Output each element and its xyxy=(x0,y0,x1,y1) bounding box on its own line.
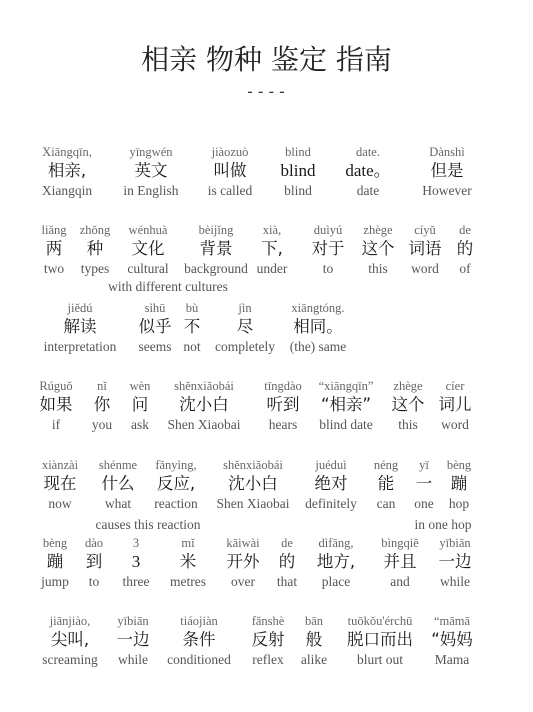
pinyin-text: “māmā xyxy=(433,614,471,628)
gloss-text: cultural xyxy=(127,261,169,276)
gloss-text: this xyxy=(368,261,388,276)
pinyin-text: liǎng xyxy=(41,223,67,237)
gloss-text: Shen Xiaobai xyxy=(167,417,241,432)
word-unit xyxy=(41,536,69,590)
gloss-text: reaction xyxy=(154,496,198,511)
gloss-text: under xyxy=(256,261,288,276)
word-unit xyxy=(85,536,103,590)
hanzi-text: 般 xyxy=(305,630,323,649)
pinyin-text: wèn xyxy=(129,379,151,393)
gloss-text: three xyxy=(122,574,150,589)
pinyin-text: jiānjiào, xyxy=(49,614,91,628)
pinyin-text: juéduì xyxy=(315,458,347,472)
word-unit xyxy=(216,458,289,512)
pinyin-text: bèng xyxy=(446,458,472,472)
word-unit xyxy=(123,536,150,590)
gloss-text: over xyxy=(230,574,255,589)
gloss-text: you xyxy=(91,417,113,432)
hanzi-text: 一 xyxy=(415,474,433,493)
hanzi-text: date。 xyxy=(345,161,391,180)
gloss-text: in English xyxy=(123,183,179,198)
pinyin-text: sìhū xyxy=(144,301,166,315)
word-unit xyxy=(42,145,92,199)
hanzi-text: 地方, xyxy=(316,552,356,571)
word-unit xyxy=(281,145,316,199)
pinyin-text: cíer xyxy=(445,379,465,393)
gloss-text: However xyxy=(422,183,472,198)
gloss-text: not xyxy=(183,339,201,354)
pinyin-text: wénhuà xyxy=(128,223,168,237)
hanzi-text: 到 xyxy=(85,552,103,571)
hanzi-text: 沈小白 xyxy=(228,474,278,493)
word-unit xyxy=(117,614,150,668)
pinyin-text: duìyú xyxy=(313,223,343,237)
word-unit xyxy=(226,536,259,590)
word-unit xyxy=(392,379,425,433)
hanzi-text: 沈小白 xyxy=(179,395,229,414)
gloss-continuation: in one hop xyxy=(414,517,472,532)
gloss-continuation: with different cultures xyxy=(108,279,228,294)
pinyin-text: xià, xyxy=(262,223,282,237)
hanzi-text: 词语 xyxy=(408,239,442,258)
word-unit xyxy=(277,536,297,590)
pinyin-text: bèng xyxy=(42,536,68,550)
hanzi-text: 现在 xyxy=(43,474,77,493)
pinyin-text: shěnxiǎobái xyxy=(174,379,234,393)
word-unit xyxy=(215,301,275,355)
hanzi-text: 问 xyxy=(131,395,149,414)
gloss-text: blind xyxy=(284,183,312,198)
word-unit xyxy=(183,301,200,355)
pinyin-text: nǐ xyxy=(97,379,107,393)
pinyin-text: yībiān xyxy=(117,614,149,628)
pinyin-text: xiāngtóng. xyxy=(291,301,345,315)
hanzi-text: 一边 xyxy=(116,630,150,649)
hanzi-text: 这个 xyxy=(361,239,395,258)
word-unit xyxy=(167,614,231,668)
word-unit xyxy=(39,379,72,433)
hanzi-text: 但是 xyxy=(430,161,464,180)
hanzi-text: 蹦 xyxy=(46,552,64,571)
gloss-text: while xyxy=(440,574,470,589)
word-unit xyxy=(130,379,151,433)
gloss-text: jump xyxy=(41,574,69,589)
pinyin-text: de xyxy=(459,223,471,237)
hanzi-text: 这个 xyxy=(391,395,425,414)
hanzi-text: 开外 xyxy=(226,552,260,571)
word-unit xyxy=(439,379,472,433)
gloss-text: completely xyxy=(215,339,275,354)
hanzi-text: 3 xyxy=(131,552,141,571)
pinyin-text: blind xyxy=(285,145,311,159)
gloss-text: background xyxy=(184,261,248,276)
pinyin-text: dào xyxy=(84,536,104,550)
word-unit xyxy=(312,223,345,277)
word-unit xyxy=(431,614,473,668)
pinyin-text: yī xyxy=(419,458,429,472)
pinyin-text: kāiwài xyxy=(226,536,260,550)
word-unit xyxy=(92,379,112,433)
pinyin-text: xiànzài xyxy=(41,458,79,472)
gloss-text: if xyxy=(51,417,61,432)
pinyin-text: de xyxy=(281,536,293,550)
gloss-text: this xyxy=(398,417,418,432)
text-line xyxy=(0,536,533,616)
gloss-text: date xyxy=(356,183,380,198)
gloss-text: hears xyxy=(268,417,298,432)
gloss-text: blurt out xyxy=(356,652,404,667)
hanzi-text: 两 xyxy=(45,239,63,258)
pinyin-text: néng xyxy=(373,458,399,472)
pinyin-text: jiědú xyxy=(67,301,93,315)
pinyin-text: zhège xyxy=(393,379,423,393)
hanzi-text: 下, xyxy=(261,239,283,258)
word-unit xyxy=(170,536,206,590)
gloss-text: hop xyxy=(448,496,470,511)
pinyin-text: zhège xyxy=(363,223,393,237)
hanzi-text: 并且 xyxy=(383,552,417,571)
hanzi-text: “妈妈 xyxy=(431,630,473,649)
hanzi-text: 尽 xyxy=(236,317,254,336)
gloss-text: metres xyxy=(170,574,206,589)
text-line xyxy=(0,145,533,225)
hanzi-text: 英文 xyxy=(134,161,168,180)
hanzi-text: 的 xyxy=(456,239,474,258)
pinyin-text: bù xyxy=(185,301,199,315)
gloss-text: to xyxy=(88,574,100,589)
gloss-text: that xyxy=(276,574,298,589)
gloss-text: what xyxy=(104,496,132,511)
hanzi-text: 如果 xyxy=(39,395,73,414)
word-unit xyxy=(154,458,197,512)
text-line xyxy=(0,379,533,459)
gloss-text: seems xyxy=(138,339,172,354)
pinyin-text: date. xyxy=(356,145,380,159)
hanzi-text: “相亲” xyxy=(320,395,372,414)
hanzi-text: 背景 xyxy=(199,239,233,258)
text-line xyxy=(0,458,533,538)
gloss-text: Xiangqin xyxy=(41,183,93,198)
text-line xyxy=(0,614,533,694)
hanzi-text: 相同。 xyxy=(293,317,343,336)
gloss-text: now xyxy=(48,496,72,511)
title-divider: ---- xyxy=(245,82,288,101)
gloss-continuation: causes this reaction xyxy=(95,517,201,532)
word-unit xyxy=(345,145,390,199)
word-unit xyxy=(167,379,240,433)
pinyin-text: Dànshì xyxy=(429,145,465,159)
pinyin-text: tuōkǒu'érchū xyxy=(347,614,413,628)
hanzi-text: 脱口而出 xyxy=(347,630,413,649)
text-line xyxy=(0,223,533,303)
word-unit xyxy=(414,458,434,512)
gloss-text: word xyxy=(411,261,439,276)
hanzi-text: 解读 xyxy=(63,317,97,336)
word-unit xyxy=(44,301,117,355)
gloss-text: two xyxy=(43,261,65,276)
pinyin-text: “xiāngqīn” xyxy=(318,379,374,393)
gloss-text: types xyxy=(80,261,110,276)
pinyin-text: fǎnshè xyxy=(251,614,285,628)
gloss-text: while xyxy=(118,652,148,667)
word-unit xyxy=(457,223,474,277)
hanzi-text: 条件 xyxy=(182,630,216,649)
hanzi-text: 什么 xyxy=(101,474,135,493)
hanzi-text: 反射 xyxy=(251,630,285,649)
gloss-text: one xyxy=(414,496,434,511)
hanzi-text: 能 xyxy=(377,474,395,493)
word-unit xyxy=(317,536,355,590)
hanzi-text: blind xyxy=(280,161,316,180)
gloss-text: and xyxy=(390,574,410,589)
word-unit xyxy=(42,223,67,277)
word-unit xyxy=(42,614,97,668)
word-unit xyxy=(264,379,302,433)
word-unit xyxy=(257,223,288,277)
gloss-text: Mama xyxy=(434,652,470,667)
hanzi-text: 的 xyxy=(278,552,296,571)
word-unit xyxy=(319,379,374,433)
word-unit xyxy=(422,145,471,199)
hanzi-text: 绝对 xyxy=(314,474,348,493)
gloss-text: definitely xyxy=(305,496,357,511)
gloss-text: interpretation xyxy=(43,339,117,354)
hanzi-text: 不 xyxy=(183,317,201,336)
gloss-text: blind date xyxy=(319,417,373,432)
gloss-text: can xyxy=(376,496,396,511)
word-unit xyxy=(208,145,253,199)
text-line xyxy=(0,301,533,381)
gloss-text: conditioned xyxy=(167,652,231,667)
word-unit xyxy=(347,614,413,668)
pinyin-text: Xiāngqīn, xyxy=(42,145,92,159)
pinyin-text: Rúguǒ xyxy=(39,379,73,393)
pinyin-text: cíyǔ xyxy=(414,223,436,237)
gloss-text: place xyxy=(321,574,351,589)
word-unit xyxy=(139,301,172,355)
hanzi-text: 叫做 xyxy=(213,161,247,180)
hanzi-text: 对于 xyxy=(311,239,345,258)
page-title: 相亲 物种 鉴定 指南 xyxy=(141,43,392,76)
gloss-text: screaming xyxy=(42,652,98,667)
hanzi-text: 蹦 xyxy=(450,474,468,493)
pinyin-text: bìngqiě xyxy=(381,536,419,550)
hanzi-text: 尖叫, xyxy=(50,630,90,649)
hanzi-text: 米 xyxy=(179,552,197,571)
gloss-text: of xyxy=(459,261,471,276)
word-unit xyxy=(127,223,168,277)
hanzi-text: 词儿 xyxy=(438,395,472,414)
pinyin-text: mǐ xyxy=(181,536,195,550)
pinyin-text: tīngdào xyxy=(264,379,302,393)
pinyin-text: fǎnyìng, xyxy=(155,458,197,472)
hanzi-text: 反应, xyxy=(156,474,196,493)
gloss-text: Shen Xiaobai xyxy=(216,496,290,511)
gloss-text: alike xyxy=(300,652,328,667)
pinyin-text: jiàozuò xyxy=(211,145,249,159)
pinyin-text: shěnxiǎobái xyxy=(223,458,283,472)
word-unit xyxy=(123,145,178,199)
pinyin-text: yīngwén xyxy=(129,145,173,159)
pinyin-text: shénme xyxy=(98,458,138,472)
word-unit xyxy=(42,458,78,512)
pinyin-text: yībiān xyxy=(439,536,471,550)
gloss-text: word xyxy=(441,417,469,432)
pinyin-text: jìn xyxy=(238,301,252,315)
pinyin-text: tiáojiàn xyxy=(180,614,218,628)
hanzi-text: 相亲, xyxy=(47,161,87,180)
word-unit xyxy=(439,536,472,590)
pinyin-text: dìfāng, xyxy=(318,536,354,550)
hanzi-text: 种 xyxy=(86,239,104,258)
pinyin-text: bān xyxy=(304,614,324,628)
hanzi-text: 文化 xyxy=(131,239,165,258)
pinyin-text: bèijǐng xyxy=(198,223,234,237)
word-unit xyxy=(381,536,419,590)
hanzi-text: 似乎 xyxy=(138,317,172,336)
pinyin-text: zhǒng xyxy=(79,223,111,237)
word-unit xyxy=(290,301,347,355)
gloss-text: is called xyxy=(207,183,253,198)
word-unit xyxy=(184,223,248,277)
word-unit xyxy=(252,614,285,668)
gloss-text: reflex xyxy=(252,652,284,667)
word-unit xyxy=(99,458,137,512)
word-unit xyxy=(409,223,442,277)
word-unit xyxy=(374,458,398,512)
pinyin-text: 3 xyxy=(132,536,140,550)
hanzi-text: 一边 xyxy=(438,552,472,571)
word-unit xyxy=(447,458,471,512)
gloss-text: (the) same xyxy=(289,339,347,354)
hanzi-text: 你 xyxy=(93,395,111,414)
gloss-text: ask xyxy=(130,417,149,432)
word-unit xyxy=(301,614,327,668)
word-unit xyxy=(362,223,395,277)
gloss-text: to xyxy=(322,261,334,276)
word-unit xyxy=(305,458,357,512)
word-unit xyxy=(80,223,111,277)
hanzi-text: 听到 xyxy=(266,395,300,414)
